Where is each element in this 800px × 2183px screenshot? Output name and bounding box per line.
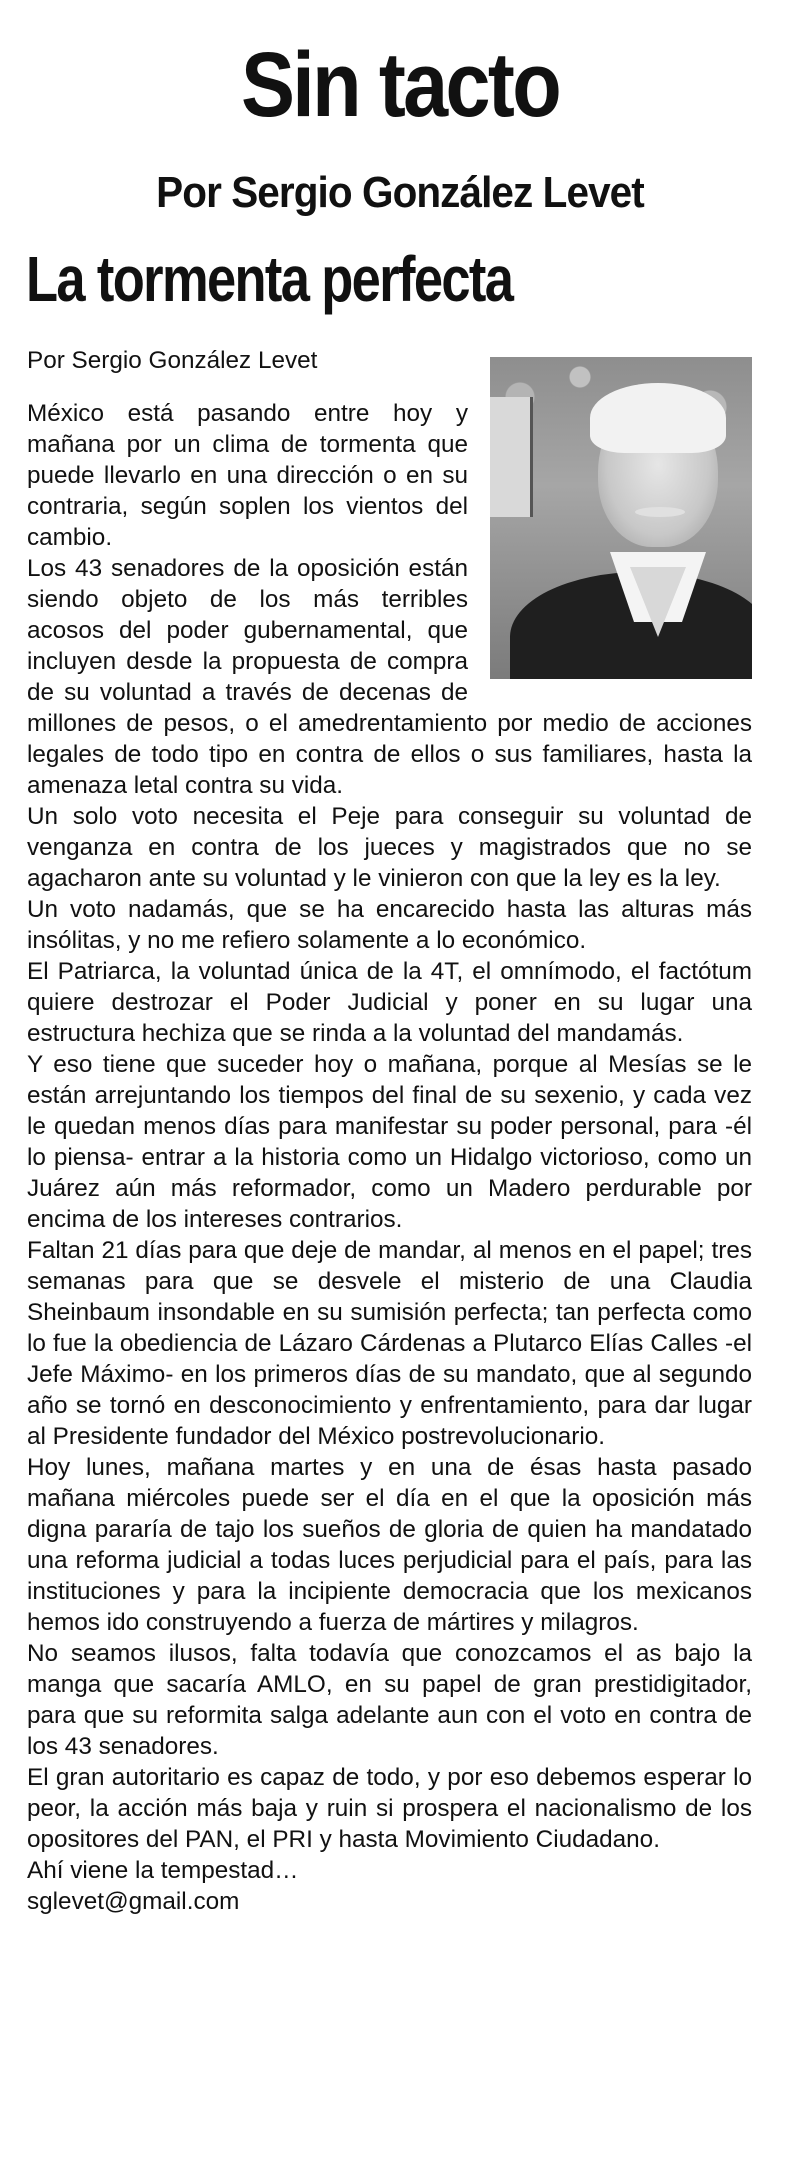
article-paragraph: El gran autoritario es capaz de todo, y por eso debemos esperar lo peor, la acción más baja y ruin si prospera el nacionalismo de los opositores del PAN, el PRI y hasta Movimiento Ciudadano. [27, 1764, 752, 1853]
author-email: sglevet@gmail.com [27, 1888, 240, 1915]
article-closing: Ahí viene la tempestad… [27, 1857, 299, 1884]
article-paragraph: El Patriarca, la voluntad única de la 4T, el omnímodo, el factótum quiere destrozar el Poder Judicial y poner en su lugar una estructura hechiza que se rinda a la voluntad del mandamás. [27, 958, 752, 1047]
article-paragraph: Faltan 21 días para que deje de mandar, al menos en el papel; tres semanas para que se desvele el misterio de una Claudia Sheinbaum insondable en su sumisión perfecta; tan perfecta como lo fue la obediencia de Lázaro Cárdenas a Plutarco Elías Calles -el Jefe Máximo- en los primeros días de su mandato, que al segundo año se tornó en desconocimiento y enfrentamiento, para dar lugar al Presidente fundador del México postrevolucionario. [27, 1237, 752, 1450]
article-headline: La tormenta perfecta [26, 243, 513, 315]
article-paragraph: No seamos ilusos, falta todavía que conozcamos el as bajo la manga que sacaría AMLO, en su papel de gran prestidigitador, para que su reformita salga adelante aun con el voto en contra de los 43 senadores. [27, 1640, 752, 1760]
article-paragraph: Hoy lunes, mañana martes y en una de ésas hasta pasado mañana miércoles puede ser el día en el que la oposición más digna pararía de tajo los sueños de gloria de quien ha mandatado una reforma judicial a todas luces perjudicial para el país, para las instituciones y para la incipiente democracia que los mexicanos hemos ido construyendo a fuerza de mártires y milagros. [27, 1454, 752, 1636]
article-paragraph: Un voto nadamás, que se ha encarecido hasta las alturas más insólitas, y no me refiero solamente a lo económico. [27, 896, 752, 954]
article-paragraph: México está pasando entre hoy y mañana por un clima de tormenta que puede llevarlo en una dirección o en su contraria, según soplen los vientos del cambio. [27, 400, 468, 551]
article-paragraph: Y eso tiene que suceder hoy o mañana, porque al Mesías se le están arrejuntando los tiempos del final de su sexenio, y cada vez le quedan menos días para manifestar su poder personal, para -él lo piensa- entrar a la historia como un Hidalgo victorioso, como un Juárez aún más reformador, como un Madero perdurable por encima de los intereses contrarios. [27, 1051, 752, 1233]
article-body [27, 345, 752, 1917]
author-photo [490, 357, 752, 679]
article-paragraph: Un solo voto necesita el Peje para conseguir su voluntad de venganza en contra de los jueces y magistrados que no se agacharon ante su voluntad y le vinieron con que la ley es la ley. [27, 803, 752, 892]
column-title: Sin tacto [240, 34, 560, 136]
article-author-line: Por Sergio González Levet [27, 347, 318, 374]
column-byline: Por Sergio González Levet [156, 168, 644, 217]
article-paragraph: Los 43 senadores de la oposición están siendo objeto de los más terribles acosos del poder gubernamental, que incluyen desde la propuesta de compra de su voluntad a través de decenas de millones de pesos, o el amedrentamiento por medio de acciones legales de todo tipo en contra de ellos o sus familiares, hasta la amenaza letal contra su vida. [27, 555, 752, 799]
